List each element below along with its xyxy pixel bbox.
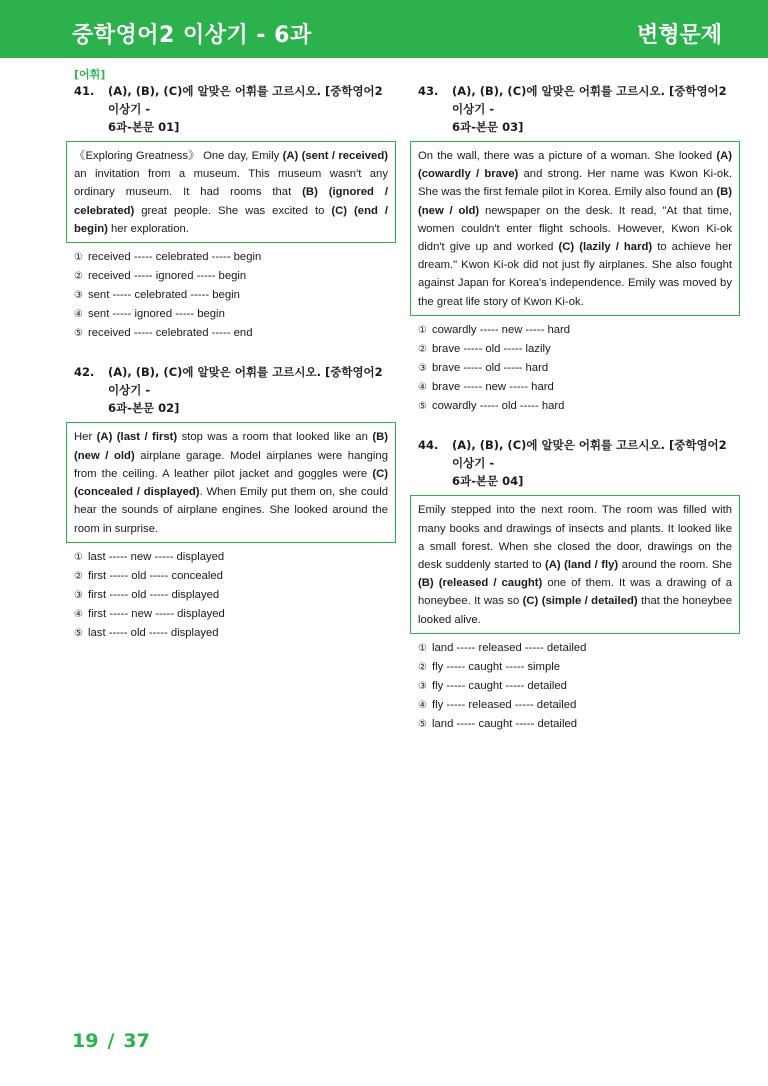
question-source: 6과-본문 02] xyxy=(108,401,180,416)
question-source: 6과-본문 04] xyxy=(452,474,524,489)
question-44 xyxy=(410,436,740,734)
question-heading xyxy=(418,82,740,136)
page-header xyxy=(0,0,768,58)
question-number: 42. xyxy=(74,365,95,380)
answer-option[interactable]: ① land ----- released ----- detailed xyxy=(418,641,587,654)
section-tag: [어휘] xyxy=(74,68,106,81)
question-heading xyxy=(418,436,740,490)
answer-option[interactable]: ② brave ----- old ----- lazily xyxy=(418,342,551,355)
answer-options xyxy=(418,321,740,416)
question-heading xyxy=(74,363,396,417)
passage-box: Her (A) (last / first) stop was a room that looked like an (B) (new / old) airplane garage. Model airplanes were hanging from the ceiling. A leather pilot jacket and goggles were (C) (concealed / displayed). When Emily put them on, she could hear the sounds of airplane engines. She looked around the room in surprise. xyxy=(66,422,396,542)
answer-option[interactable]: ② fly ----- caught ----- simple xyxy=(418,660,561,673)
question-instruction: (A), (B), (C)에 알맞은 어휘를 고르시오. [중학영어2 이상기 - xyxy=(452,84,727,116)
passage-box: 《Exploring Greatness》 One day, Emily (A) (sent / received) an invitation from a museum. This museum wasn't any ordinary museum. It had rooms that (B) (ignored / celebrated) great people. She was excited to (C) (end / begin) her exploration. xyxy=(66,141,396,243)
answer-option[interactable]: ① received ----- celebrated ----- begin xyxy=(74,251,262,264)
answer-options xyxy=(74,248,396,343)
answer-option[interactable]: ⑤ received ----- celebrated ----- end xyxy=(74,327,253,340)
question-source: 6과-본문 01] xyxy=(108,120,180,134)
passage-box: Emily stepped into the next room. The room was filled with many books and drawings of insects and plants. It looked like a small forest. When she closed the door, drawings on the desk suddenly started to (A) (land / fly) around the room. She (B) (released / caught) one of them. It was a drawing of a honeybee. It was so (C) (simple / detailed) that the honeybee looked alive. xyxy=(410,495,740,633)
answer-option[interactable]: ③ brave ----- old ----- hard xyxy=(418,362,549,375)
answer-option[interactable]: ② received ----- ignored ----- begin xyxy=(74,270,247,283)
answer-option[interactable]: ⑤ cowardly ----- old ----- hard xyxy=(418,400,565,413)
question-number: 43. xyxy=(418,84,439,98)
answer-option[interactable]: ④ brave ----- new ----- hard xyxy=(418,381,554,394)
question-instruction: (A), (B), (C)에 알맞은 어휘를 고르시오. [중학영어2 이상기 - xyxy=(108,84,383,116)
answer-options xyxy=(418,639,740,734)
question-43 xyxy=(410,82,740,416)
question-42 xyxy=(66,363,396,643)
question-heading xyxy=(74,82,396,136)
question-source: 6과-본문 03] xyxy=(452,120,524,134)
right-column xyxy=(410,82,740,746)
document-type-label: 변형문제 xyxy=(636,23,722,48)
answer-option[interactable]: ④ sent ----- ignored ----- begin xyxy=(74,308,225,321)
answer-option[interactable]: ② first ----- old ----- concealed xyxy=(74,569,223,582)
answer-options xyxy=(74,548,396,643)
answer-option[interactable]: ③ fly ----- caught ----- detailed xyxy=(418,679,567,692)
page-number: 19 xyxy=(72,1030,99,1052)
page-separator: / xyxy=(107,1030,115,1052)
answer-option[interactable]: ④ first ----- new ----- displayed xyxy=(74,607,225,620)
question-number: 44. xyxy=(418,438,439,453)
question-instruction: (A), (B), (C)에 알맞은 어휘를 고르시오. [중학영어2 이상기 - xyxy=(452,438,727,471)
answer-option[interactable]: ① cowardly ----- new ----- hard xyxy=(418,323,571,336)
question-number: 41. xyxy=(74,84,95,98)
answer-option[interactable]: ③ sent ----- celebrated ----- begin xyxy=(74,289,240,302)
page-footer xyxy=(72,1030,150,1052)
answer-option[interactable]: ⑤ last ----- old ----- displayed xyxy=(74,627,219,640)
answer-option[interactable]: ⑤ land ----- caught ----- detailed xyxy=(418,718,578,731)
answer-option[interactable]: ③ first ----- old ----- displayed xyxy=(74,588,220,601)
left-column xyxy=(66,66,396,655)
page-title: 중학영어2 이상기 - 6과 xyxy=(72,23,312,48)
page-total: 37 xyxy=(123,1030,150,1052)
passage-box: On the wall, there was a picture of a woman. She looked (A) (cowardly / brave) and strong. Her name was Kwon Ki-ok. She was the first female pilot in Korea. Emily also found an (B) (new / old) newspaper on the desk. It read, "At that time, women couldn't enter flight schools. However, Kwon Ki-ok didn't give up and worked (C) (lazily / hard) to achieve her dream." Kwon Ki-ok did not just fly airplanes. She also fought against Japan for Korea's independence. Emily was moved by the great life story of Kwon Ki-ok. xyxy=(410,141,740,316)
question-instruction: (A), (B), (C)에 알맞은 어휘를 고르시오. [중학영어2 이상기 - xyxy=(108,365,383,398)
question-41 xyxy=(66,82,396,343)
answer-option[interactable]: ④ fly ----- released ----- detailed xyxy=(418,699,577,711)
answer-option[interactable]: ① last ----- new ----- displayed xyxy=(74,550,225,563)
